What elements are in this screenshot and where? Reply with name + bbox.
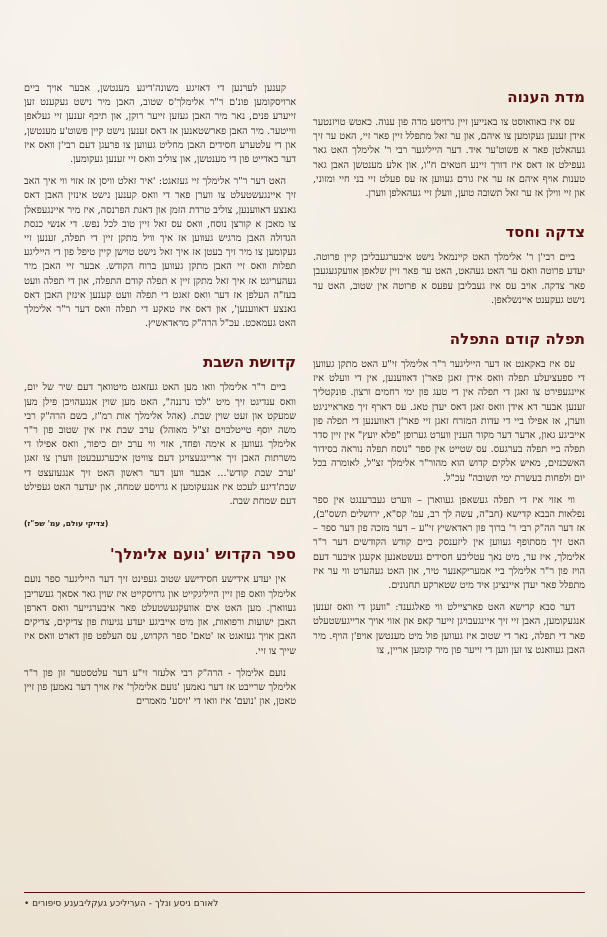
heading-humility: מדת הענוה [507, 88, 585, 106]
heading-noam-elimelech: ספר הקדוש 'נועם אלימלך' [109, 545, 296, 564]
page-footer: לאורם ניסע ונלך - העריליכע געקליבענע סיפורים • [24, 899, 219, 909]
right-column [313, 82, 585, 882]
left-column [24, 82, 296, 882]
paragraph: עס איז באוואוסט צו באנייען זיין גרויסע מדה פון ענוה. כאטש טויזנטער אידן זענען געקומען צו איהם, און ער זאל מתפלל זיין פאר זיי, האט ער זיך געהאלטן פאר א פשוט'ער איד. דער הייליגער רבי ר' אלימלך האט גאר געפילט אז דאס איז דורך זיינע חטאים ח"ו, און אלע מענטשן האבן גאר טענות אויף איהם אז ער איז גורם געווען אז עס פעלט זיי בני חיי ומזוני, און זיי ווילן אז ער זאל תשובה טוען, וועלן זיי געהאלפן ווערן. [313, 117, 585, 200]
paragraph: עס איז באקאנט אז דער הייליגער ר"ר אלימלך זי"ע האט מתקן געווען די ספעציעלע תפלה וואס אידן זאגן פאר'ן דאווענען, אין די וועלט איז איינגעפירט צו זאגן די תפלה אין די טעג פון ימי רחמים ורצון. פונקטליך זענען אבער דא אידן וואס זאגן דאס יעדן טאג. עס דארף זיך פאראייניגט ווערן, אז אפילו ביי די עדות המזרח זאגן זיי פאר'ן דאווענען די תפלה פון אייביגע גאון, אדער דער מקור הענין ווערט גערופן "פלא יועץ" אין זיין סדר תפלה ביי תפלה בערגעס. עס שטייט אין ספר "נוסח תפלה נוראה בסידור האשכנזים, מאיש אלקים קדוש הוא מהור"ר אלימלך זצ"ל, לאומרה בכל יום ולפחות בעשרת ימי תשובה" עכ"ל. [313, 359, 585, 484]
paragraph: נועם אלימלך - הרה"ק רבי אלעזר זי"ע דער עלטסטער זון פון ר"ר אלימלך שרייבט אז דער נאמען 'נועם אלימלך' איז אויך דער נאמען פון זיין טאטן, און 'נועם' איז וואו די 'זיסע' מאמרים [24, 667, 296, 708]
source-citation: (צדיקי עולם, עמ' שפ"ז) [24, 519, 109, 529]
paragraph: ווי אזוי איז די תפלה געשאפן געווארן – ווערט געברענגט אין ספר נפלאות הבבא קדישא (חב"ה, עשה לך רב, עמ' קס"א, ירושלים תשס"ב), אז דער הה"ק רבי ר' ברוך פון ראדאשיץ זי"ע – דער מזכה פון דער ספר – האט זיך מסתופף געווען אין ליזענסק ביים קודש הקודשים דער ר"ר אלימלך, איז ער, מיט נאך עטליכע חסידים געשטאנען אקעגן איבער דעם הויז פון ר"ר אלימלך ביי אמעריקאנער טיר, און האט געהערט ווי ער איז מתפלל פאר יעדן איינציגן איד מיט שטארקע תחנונים. [313, 494, 585, 592]
heading-charity: צדקה וחסד [505, 223, 585, 242]
paragraph: קענען לערנען די דאזיגע משונה'דיגע מענטשן, אבער אויך ביים ארויסקומען פונ'ם ר"ר אלימלך'ס שטוב, האבן מיר נישט געקענט זען זייערע פנים, נאר מיר האבן געזען זייער רוקן, און תיכף זענען זיי געלאפן ווייטער. מיר האבן פארשטאנען אז דאס זענען נישט קיין פשוט'ע מענטשן, און די עלטערע חסידים האבן מחליט געווען צו פרעגן דעם רבי'ן וואס איז דער באדייט פון די מענטשן, און צוליב וואס זיי זענען געקומען. [24, 83, 296, 166]
heading-prayer-before-prayer: תפלה קודם התפלה [449, 330, 585, 349]
paragraph: דער סבא קדישא האט פארציילט ווי פאלגענד: "וועגן די וואס זענען אנגעקומען, האבן זיי זיך איינגעבויגן זייער קאפ און אזוי אויך ארייגעשטעלט פאר די תפלה, נאר די שטוב איז געווען פול מיט מענטשן אויפ'ן הויף. מיר האבן געוואנט צו זען ווען די זייער פון מיר קומען אריין, צו [313, 602, 585, 656]
paragraph: אין יעדע אידישע חסידישע שטוב געפינט זיך דער הייליגער ספר נועם אלימלך וואס פון זיין הייליגקייט און גרויסקייט איז שוין גאר אסאך געשריבן געווארן. מען האט אים אוועקגעשטעלט פאר איבערגייער וואס דארפן האבן ישועות ורפואות, און מיט אייביגע יעדע נגיעות פון צדיקים, צדיקים האבן אויך געזאגט אז 'טאם' ספר הקדוש, עס העלפט פון דארט וואס איז שייך צו זיי. [24, 574, 296, 657]
footer-divider [24, 892, 585, 893]
heading-shabbat-holiness: קדושת השבת [203, 353, 296, 372]
paragraph: ביים ר"ר אלימלך וואו מען האט געזאגט מיטוואך דעם שיר של יום, וואס ענדיגט זיך מיט "לכו נרננה", האט מען שוין אנגעהויבן פילן מען שמעקט און זעט שוין שבת. (אהל אלימלך אות רמ"ז, בשם הרה"ק רבי משה יוסף טייטלבוים זצ"ל מאוהל) ערב שבת איז אין שטוב פון ר"ר אלימלך געווען א אימה ופחד, אזוי ווי ערב יום כיפור, וואס אפילו די משרתות האבן זיך אריינגעצויגן דעם צוויטן איבערגעבעטן ווערן צו זאגן 'ערב שבת קודש'... אבער ווען דער ראשון האט זיך אנגעזעצט די שבת'דיגע לעכט איז אנגעקומען א גרויסע שמחה, און יעדער האט געפילט דעם שמחת שבת. [24, 382, 296, 508]
paragraph: האט דער ר"ר אלימלך זיי געזאגט: 'איר זאלט וויסן אז אזוי ווי איך האב זיך איינגעשטעלט צו ווערן פאר די וואס קענען נישט אינזין האבן דאס גאנצע דאווענען, צוליב טרדת הזמן און דאגת הפרנסה, איז מיר איינגעפאלן צו מאכן א קורצן נוסח, וואס עס זאל זיין טוב לכל נפש. די אנשי כנסת הגדולה האבן מרגיש געווען אז איך וויל מתקן זיין די תפלה, זענען זיי געקומען צו מיר זיך בעטן אז איך זאל נישט טוישן קיין טיפל פון די הייליגע תפלות וואס זיי האבן מתקן געווען ברוח הקודש. אבער זיי האבן מיר געהעריגט אז איך זאל מתקן זיין א תפלה קודם התפלה, און די תפלה וועט בעז"ה העלפן אז דער וואס זאגט די תפלה וועט קענען אינזין האבן דאס גאנצע דאווענען', און דאס איז טאקע די תפלה וואס דער ר"ר אלימלך האט געמאכט. עכ"ל הרה"ק מראדאשיץ. [24, 176, 296, 330]
paragraph: ביים רבי'ן ר' אלימלך האט קיינמאל נישט איבערגעבליבן קיין פרוטה. יעדע פרוטה וואס ער האט געהאט, האט ער פאר זיין שלאפן אוועקגעגעבן פאר צדקה. אויב עס איז געבליבן עפעס א פרוטה אין שטוב, האט ער נישט געקענט איינשלאפן. [313, 252, 585, 306]
